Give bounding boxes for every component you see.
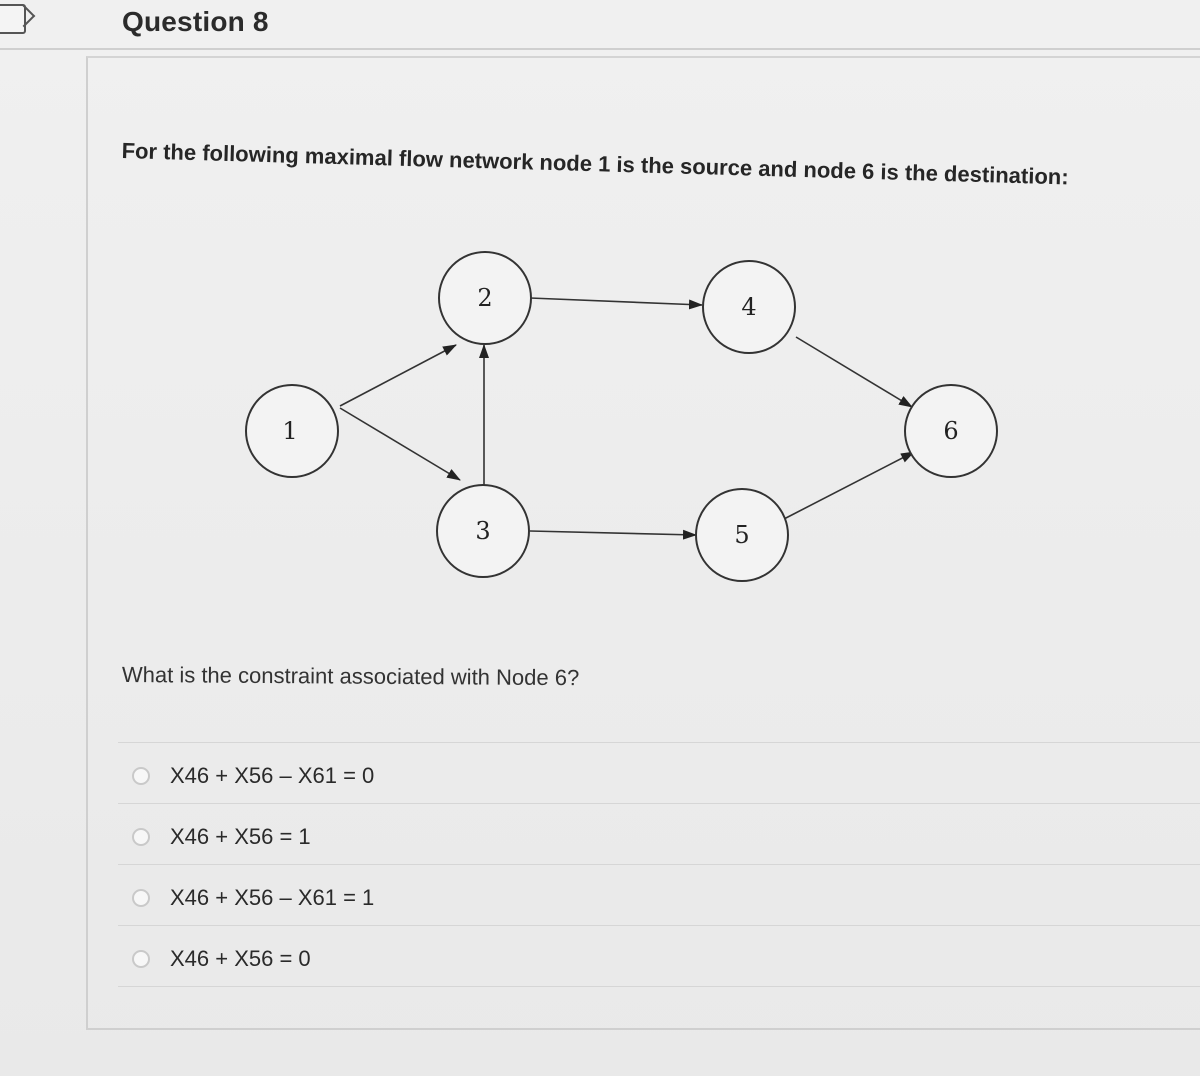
answer-option-label: X46 + X56 = 1 bbox=[170, 824, 311, 849]
node-1 bbox=[246, 385, 338, 477]
node-5 bbox=[696, 489, 788, 581]
node-4 bbox=[703, 261, 795, 353]
node-4-label: 4 bbox=[741, 293, 757, 321]
node-1-label: 1 bbox=[282, 417, 298, 445]
answer-option[interactable] bbox=[118, 742, 1200, 803]
node-2 bbox=[439, 252, 531, 344]
radio-button[interactable] bbox=[132, 950, 150, 968]
edge-2-4 bbox=[530, 298, 702, 305]
answer-options bbox=[118, 742, 1200, 987]
edge-4-6 bbox=[796, 337, 912, 407]
sub-question: What is the constraint associated with Node 6? bbox=[121, 662, 580, 691]
question-prompt: For the following maximal flow network node 1 is the source and node 6 is the destination: bbox=[121, 138, 1069, 190]
radio-button[interactable] bbox=[132, 767, 150, 785]
answer-option-label: X46 + X56 = 0 bbox=[170, 946, 311, 971]
answer-option-label: X46 + X56 – X61 = 1 bbox=[170, 885, 375, 910]
edge-3-5 bbox=[530, 531, 696, 535]
node-2-label: 2 bbox=[477, 284, 493, 312]
answer-option[interactable] bbox=[118, 803, 1200, 864]
answer-option[interactable] bbox=[118, 864, 1200, 925]
answer-option[interactable] bbox=[118, 925, 1200, 987]
edge-5-6 bbox=[784, 452, 914, 519]
radio-button[interactable] bbox=[132, 828, 150, 846]
edge-1-3 bbox=[340, 408, 460, 480]
node-6 bbox=[905, 385, 997, 477]
node-3 bbox=[437, 485, 529, 577]
node-6-label: 6 bbox=[943, 417, 959, 445]
radio-button[interactable] bbox=[132, 889, 150, 907]
node-3-label: 3 bbox=[475, 517, 491, 545]
question-title: Question 8 bbox=[122, 6, 269, 37]
answer-option-label: X46 + X56 – X61 = 0 bbox=[170, 763, 375, 788]
node-5-label: 5 bbox=[734, 521, 750, 549]
edge-1-2 bbox=[340, 345, 456, 406]
